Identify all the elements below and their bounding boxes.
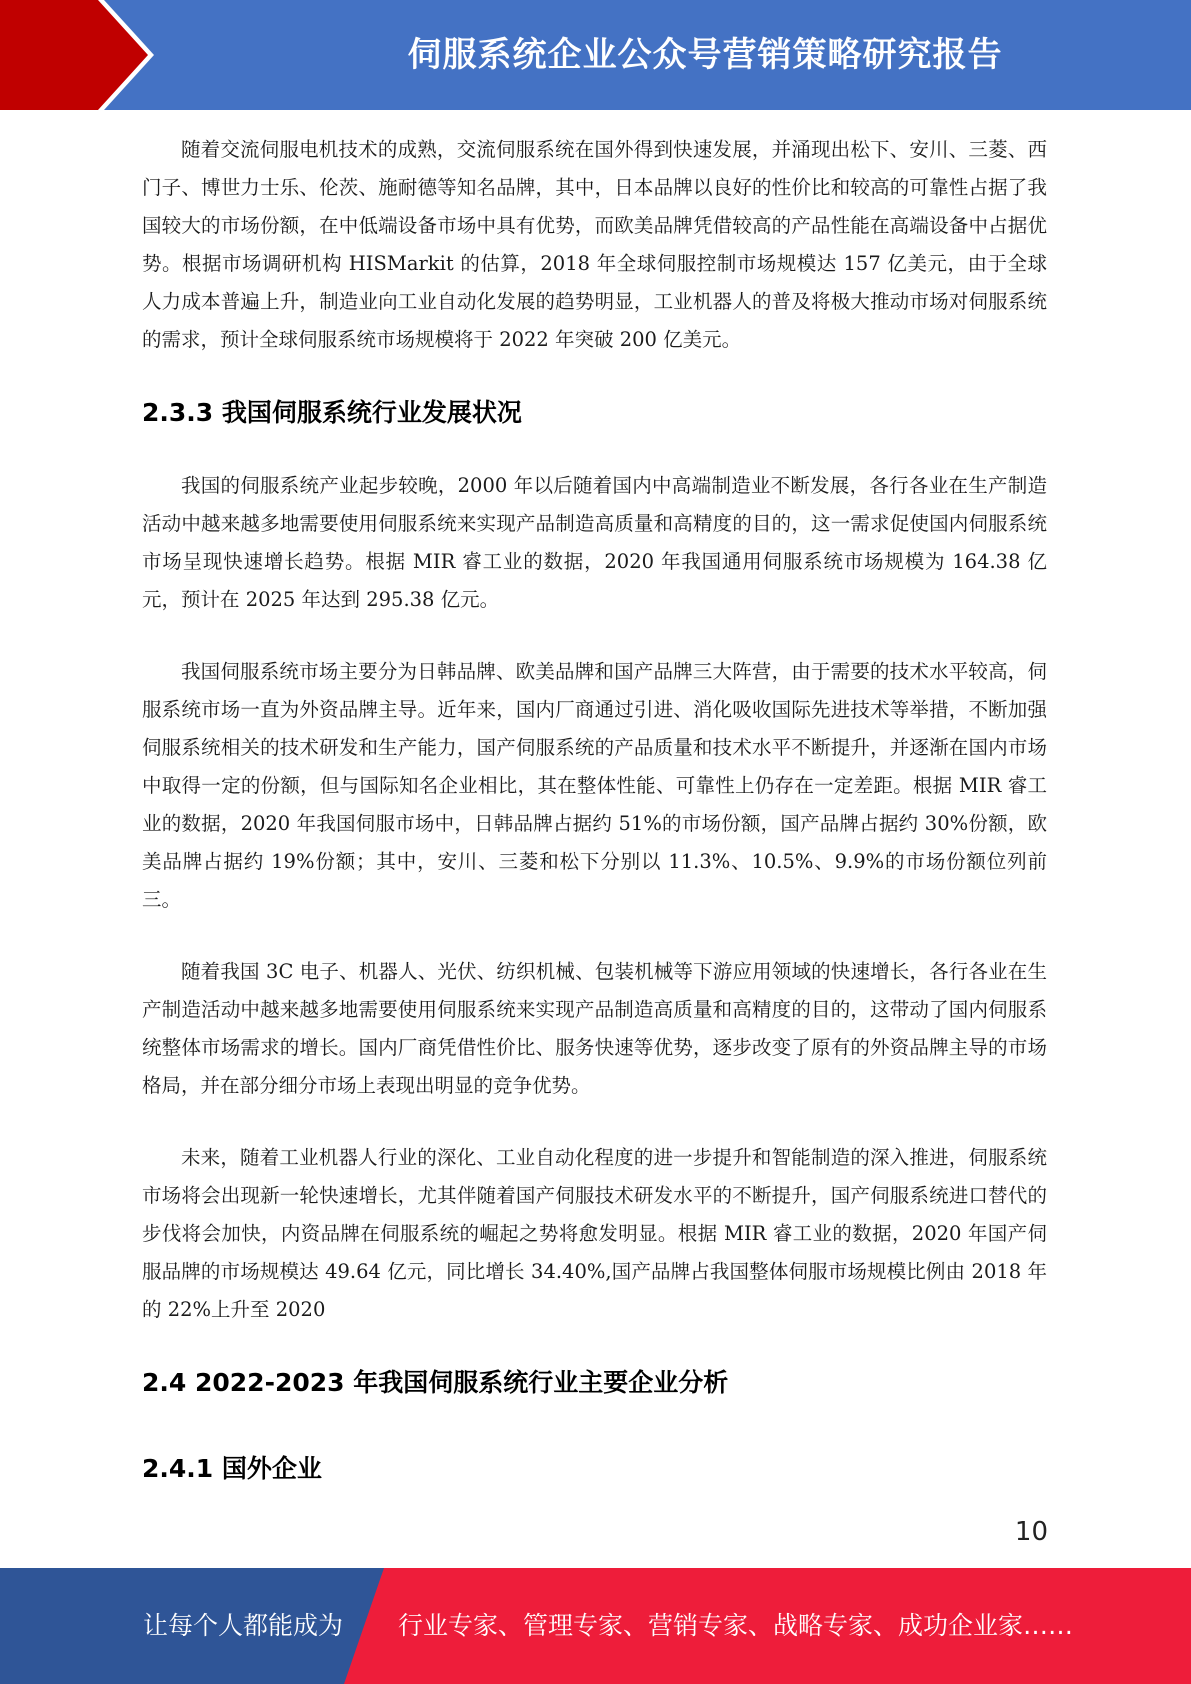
paragraph-domestic-market-size: 我国的伺服系统产业起步较晚，2000 年以后随着国内中高端制造业不断发展，各行各业在生产制造活动中越来越多地需要使用伺服系统来实现产品制造高质量和高精度的目的，这一需求促使国内伺服系统市场呈现快速增长趋势。根据 MIR 睿工业的数据，2020 年我国通用伺服系统市场规模为 164.38 亿元，预计在 2025 年达到 295.38 亿元。 xyxy=(142,474,1047,611)
footer-slogan-left: 让每个人都能成为 xyxy=(143,1611,344,1640)
report-title: 伺服系统企业公众号营销策略研究报告 xyxy=(407,35,1003,75)
page-footer xyxy=(0,1568,1191,1684)
footer-slogan-right: 行业专家、管理专家、营销专家、战略专家、成功企业家…… xyxy=(398,1611,1074,1640)
paragraph-global-market: 随着交流伺服电机技术的成熟，交流伺服系统在国外得到快速发展，并涌现出松下、安川、三菱、西门子、博世力士乐、伦茨、施耐德等知名品牌，其中，日本品牌以良好的性价比和较高的可靠性占据了我国较大的市场份额，在中低端设备市场中具有优势，而欧美品牌凭借较高的产品性能在高端设备中占据优势。根据市场调研机构 HISMarkit 的估算，2018 年全球伺服控制市场规模达 157 亿美元，由于全球人力成本普遍上升，制造业向工业自动化发展的趋势明显，工业机器人的普及将极大推动市场对伺服系统的需求，预计全球伺服系统市场规模将于 2022 年突破 200 亿美元。 xyxy=(142,138,1047,351)
paragraph-market-share: 我国伺服系统市场主要分为日韩品牌、欧美品牌和国产品牌三大阵营，由于需要的技术水平较高，伺服系统市场一直为外资品牌主导。近年来，国内厂商通过引进、消化吸收国际先进技术等举措，不断加强伺服系统相关的技术研发和生产能力，国产伺服系统的产品质量和技术水平不断提升，并逐渐在国内市场中取得一定的份额，但与国际知名企业相比，其在整体性能、可靠性上仍存在一定差距。根据 MIR 睿工业的数据，2020 年我国伺服市场中，日韩品牌占据约 51%的市场份额，国产品牌占据约 30%份额，欧美品牌占据约 19%份额；其中，安川、三菱和松下分别以 11.3%、10.5%、9.9%的市场份额位列前三。 xyxy=(142,660,1047,911)
section-heading-2-4-1: 2.4.1 国外企业 xyxy=(142,1454,322,1483)
section-heading-2-4: 2.4 2022-2023 年我国伺服系统行业主要企业分析 xyxy=(142,1368,729,1397)
header-arrow-graphic xyxy=(0,0,300,110)
section-heading-2-3-3: 2.3.3 我国伺服系统行业发展状况 xyxy=(142,398,522,427)
paragraph-future-outlook: 未来，随着工业机器人行业的深化、工业自动化程度的进一步提升和智能制造的深入推进，伺服系统市场将会出现新一轮快速增长，尤其伴随着国产伺服技术研发水平的不断提升，国产伺服系统进口替代的步伐将会加快，内资品牌在伺服系统的崛起之势将愈发明显。根据 MIR 睿工业的数据，2020 年国产伺服品牌的市场规模达 49.64 亿元，同比增长 34.40%,国产品牌占我国整体伺服市场规模比例由 2018 年的 22%上升至 2020 xyxy=(142,1146,1047,1321)
page-header xyxy=(0,0,1191,110)
paragraph-downstream-growth: 随着我国 3C 电子、机器人、光伏、纺织机械、包装机械等下游应用领域的快速增长，各行各业在生产制造活动中越来越多地需要使用伺服系统来实现产品制造高质量和高精度的目的，这带动了国内伺服系统整体市场需求的增长。国内厂商凭借性价比、服务快速等优势，逐步改变了原有的外资品牌主导的市场格局，并在部分细分市场上表现出明显的竞争优势。 xyxy=(142,960,1047,1097)
page-number: 10 xyxy=(1014,1517,1048,1547)
document-body xyxy=(142,131,1047,1489)
